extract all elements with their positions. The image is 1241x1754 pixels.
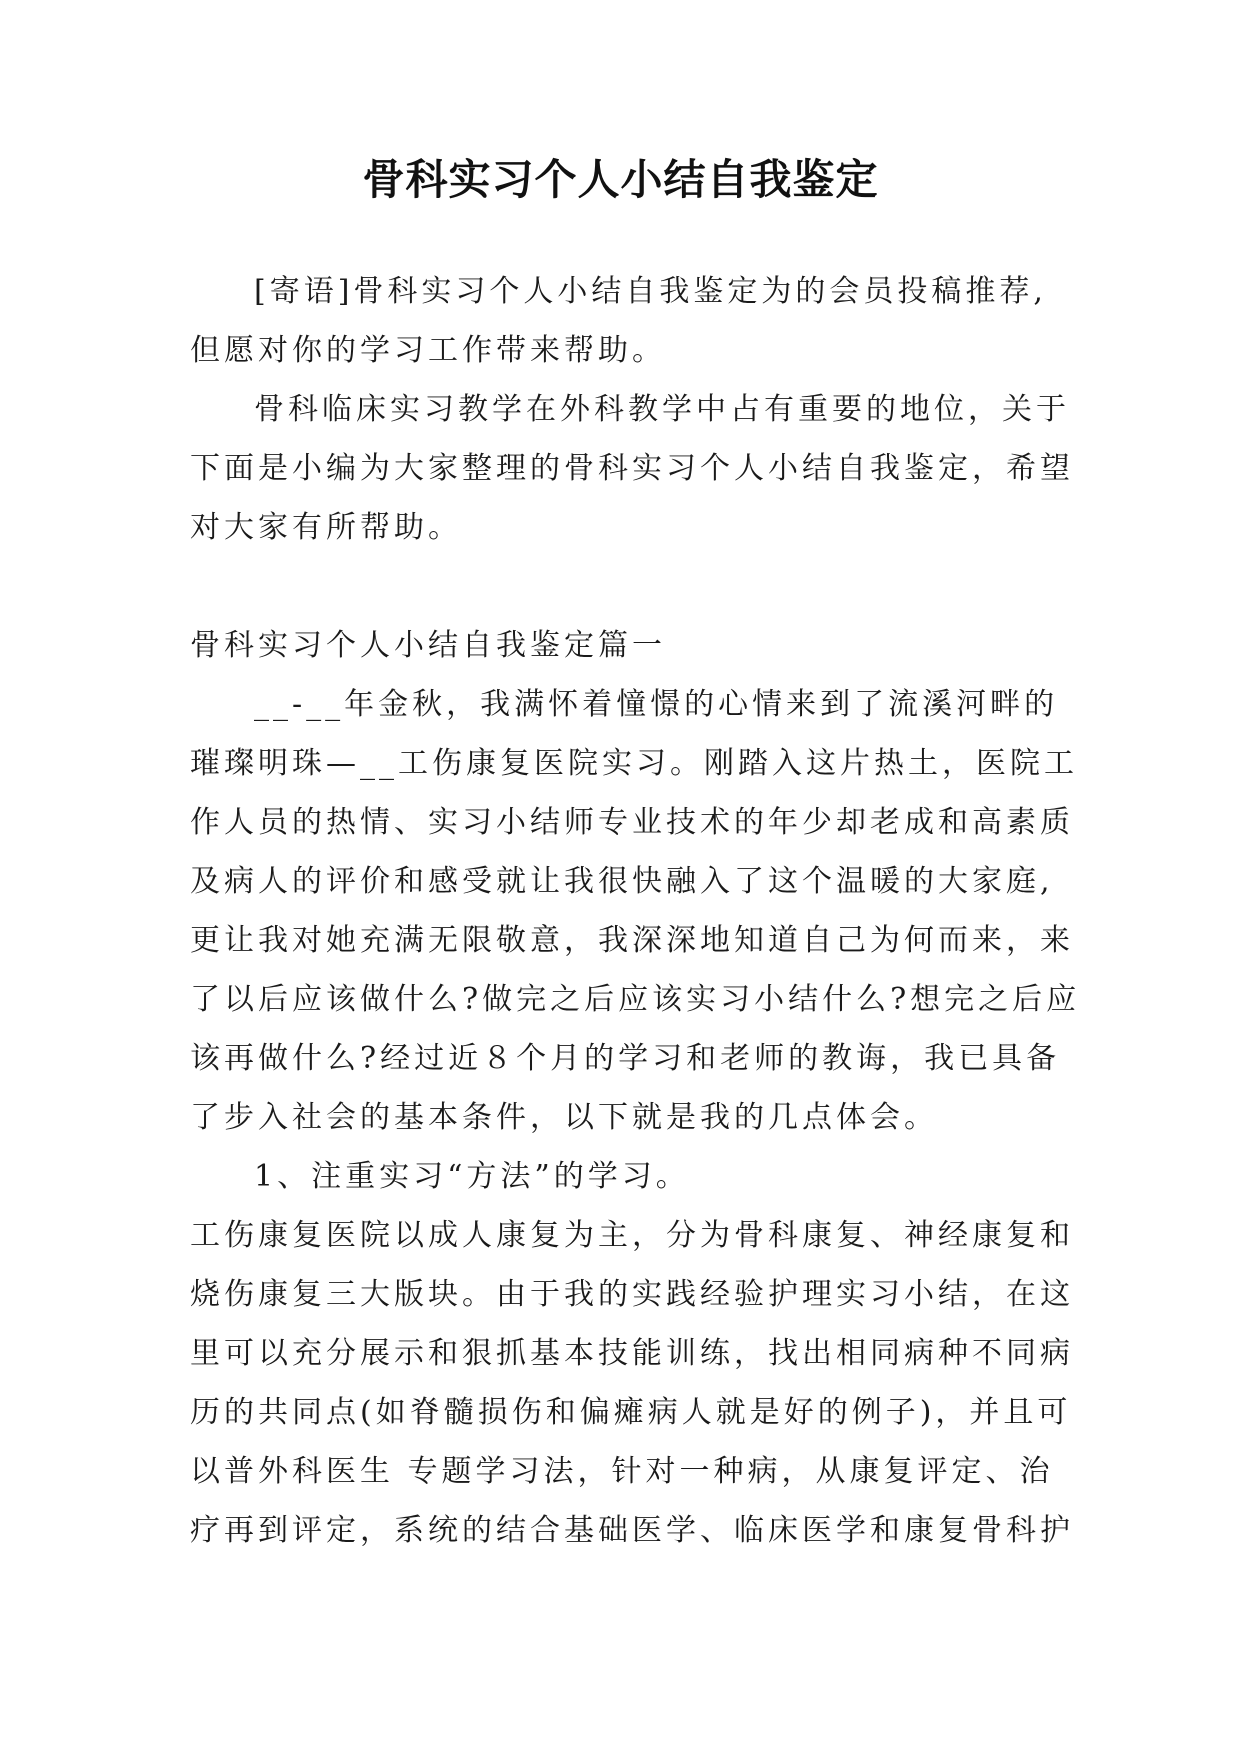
paragraph-line: __-__年金秋，我满怀着憧憬的心情来到了流溪河畔的	[254, 687, 1059, 722]
point-heading: 1、注重实习“方法”的学习。	[254, 1159, 690, 1194]
paragraph-line: 了以后应该做什么?做完之后应该实习小结什么?想完之后应	[190, 982, 1081, 1017]
paragraph-line: 璀璨明珠—__工伤康复医院实习。刚踏入这片热土，医院工	[190, 746, 1078, 781]
paragraph-line: 该再做什么?经过近８个月的学习和老师的教诲，我已具备	[190, 1041, 1061, 1076]
paragraph-line: 烧伤康复三大版块。由于我的实践经验护理实习小结，在这	[190, 1277, 1074, 1312]
section-heading: 骨科实习个人小结自我鉴定篇一	[190, 628, 666, 663]
document-title: 骨科实习个人小结自我鉴定	[362, 155, 879, 204]
paragraph-line: 以普外科医生 专题学习法，针对一种病，从康复评定、治	[190, 1454, 1054, 1489]
paragraph-line: 下面是小编为大家整理的骨科实习个人小结自我鉴定，希望	[190, 451, 1074, 486]
paragraph-line: 工伤康复医院以成人康复为主，分为骨科康复、神经康复和	[190, 1218, 1074, 1253]
paragraph-line: 更让我对她充满无限敬意，我深深地知道自己为何而来，来	[190, 923, 1074, 958]
paragraph-line: 里可以充分展示和狠抓基本技能训练，找出相同病种不同病	[190, 1336, 1074, 1371]
paragraph-line: 了步入社会的基本条件，以下就是我的几点体会。	[190, 1100, 938, 1135]
document-body	[190, 262, 1081, 1560]
paragraph-line: 作人员的热情、实习小结师专业技术的年少却老成和高素质	[190, 805, 1074, 840]
intro-line: 但愿对你的学习工作带来帮助。	[190, 333, 666, 368]
paragraph-line: 疗再到评定，系统的结合基础医学、临床医学和康复骨科护	[190, 1513, 1074, 1548]
paragraph-line: 及病人的评价和感受就让我很快融入了这个温暖的大家庭,	[190, 864, 1054, 899]
intro-line: [寄语]骨科实习个人小结自我鉴定为的会员投稿推荐,	[254, 274, 1047, 309]
paragraph-line: 历的共同点(如脊髓损伤和偏瘫病人就是好的例子)，并且可	[190, 1395, 1072, 1430]
paragraph-line: 骨科临床实习教学在外科教学中占有重要的地位，关于	[254, 392, 1070, 427]
paragraph-line: 对大家有所帮助。	[190, 510, 462, 545]
section-spacer	[190, 557, 1060, 616]
